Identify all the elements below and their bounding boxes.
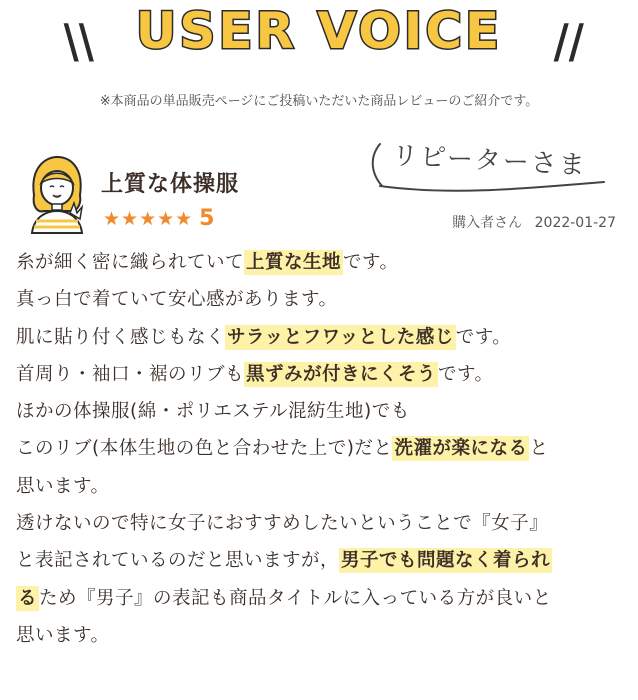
review-line [16,617,632,654]
reviewer-name: 購入者さん [452,215,523,231]
text: です。 [343,252,399,273]
slash-decoration-right: // [553,14,584,68]
text: ため『男子』の表記も商品タイトルに入っている方が良いと [39,587,552,609]
highlight: る [18,587,38,609]
review-date: 2022-01-27 [534,215,616,231]
review-line [16,281,632,318]
text: 思います。 [16,475,110,497]
review-line [16,505,632,542]
highlight: 洗濯が楽になる [394,438,528,460]
highlight: 男子でも問題なく着られ [341,550,551,572]
text: ほかの体操服(綿・ポリエステル混紡生地)でも [16,401,410,423]
rating [103,206,214,231]
review-line [16,393,632,430]
text: です。 [455,326,512,348]
review-line [16,244,632,281]
review-body [16,244,632,654]
star-rating-icons: ★★★★★ [103,207,194,230]
slash-decoration-left: \\ [63,14,94,68]
text: と表記されているのだと思いますが， [16,550,340,572]
review-line [16,468,632,505]
text: 糸が細く密に織られていて [16,252,245,273]
review-line [16,319,632,356]
repeater-badge: リピーターさま [391,140,588,182]
text: と [529,438,549,460]
intro-note: ※本商品の単品販売ページにご投稿いただいた商品レビューのご紹介です。 [99,94,539,109]
highlight: 黒ずみが付きにくそう [246,363,437,385]
text: 思います。 [16,624,110,646]
page-title: USER VOICE [135,2,503,60]
text: 透けないので特に女子におすすめしたいということで『女子』 [16,513,549,535]
review-line [16,430,632,467]
highlight: サラッとフワッとした感じ [227,326,454,348]
reviewer-avatar-icon [24,155,90,235]
text: 首周り・袖口・裾のリブも [16,363,245,385]
review-line [16,542,632,579]
review-line [16,580,632,617]
text: 真っ白で着ていて安心感があります。 [16,289,338,311]
text: です。 [438,363,494,385]
review-title: 上質な体操服 [101,172,240,197]
header [0,0,638,80]
rating-score: 5 [199,206,215,231]
review-meta [452,212,616,232]
text: このリブ(本体生地の色と合わせた上で)だと [16,438,393,460]
review-line [16,356,632,393]
text: 肌に貼り付く感じもなく [16,326,226,348]
highlight: 上質な生地 [246,252,342,273]
